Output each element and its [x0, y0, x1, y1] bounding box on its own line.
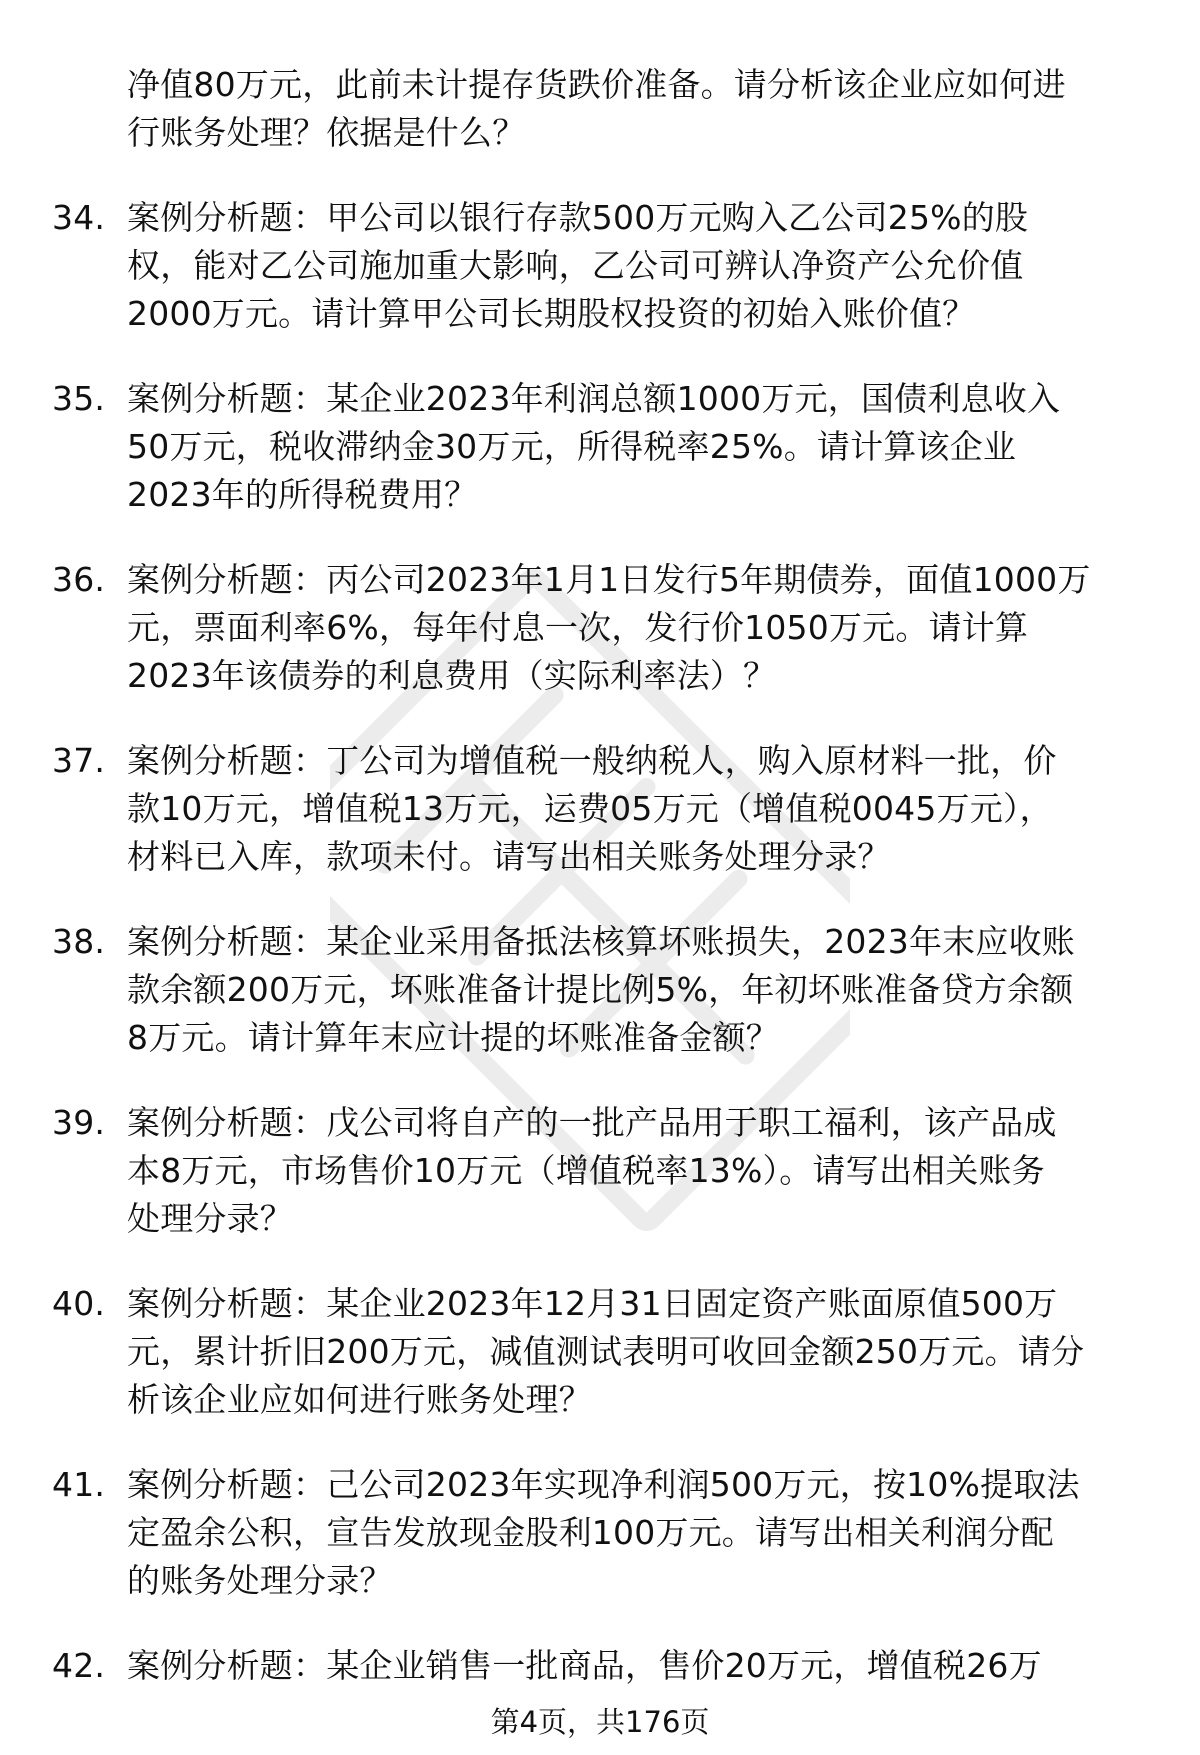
question-number: 34. [52, 198, 106, 237]
question-number: 38. [52, 922, 106, 961]
question-37 [52, 737, 1162, 881]
question-number: 37. [52, 741, 106, 780]
text-line: 案例分析题：甲公司以银行存款500万元购入乙公司25%的股 [127, 198, 1029, 237]
question-36 [52, 556, 1162, 700]
question-40 [52, 1280, 1162, 1424]
text-line: 款余额200万元，坏账准备计提比例5%，年初坏账准备贷方余额 [127, 970, 1074, 1009]
text-line: 本8万元，市场售价10万元（增值税率13%）。请写出相关账务 [127, 1151, 1045, 1190]
text-line: 案例分析题：丁公司为增值税一般纳税人，购入原材料一批，价 [127, 741, 1057, 780]
question-list [52, 61, 1162, 1690]
question-number: 35. [52, 379, 106, 418]
text-line: 款10万元，增值税13万元，运费05万元（增值税0045万元）， [127, 789, 1053, 828]
previous-question-continuation [127, 61, 1162, 157]
text-line: 案例分析题：己公司2023年实现净利润500万元，按10%提取法 [127, 1465, 1080, 1504]
question-38 [52, 918, 1162, 1062]
question-number: 39. [52, 1103, 106, 1142]
text-line: 2023年的所得税费用？ [127, 475, 478, 514]
question-number: 41. [52, 1465, 106, 1504]
question-34 [52, 194, 1162, 338]
question-number: 42. [52, 1646, 106, 1685]
question-number: 36. [52, 560, 106, 599]
text-line: 50万元，税收滞纳金30万元，所得税率25%。请计算该企业 [127, 427, 1017, 466]
question-41 [52, 1461, 1162, 1605]
text-line: 案例分析题：某企业销售一批商品，售价20万元，增值税26万 [127, 1646, 1042, 1685]
text-line: 净值80万元，此前未计提存货跌价准备。请分析该企业应如何进 [127, 65, 1066, 104]
text-line: 定盈余公积，宣告发放现金股利100万元。请写出相关利润分配 [127, 1513, 1054, 1552]
text-line: 元，累计折旧200万元，减值测试表明可收回金额250万元。请分 [127, 1332, 1085, 1371]
text-line: 案例分析题：某企业2023年12月31日固定资产账面原值500万 [127, 1284, 1058, 1323]
question-35 [52, 375, 1162, 519]
text-line: 权，能对乙公司施加重大影响，乙公司可辨认净资产公允价值 [127, 246, 1024, 285]
text-line: 材料已入库，款项未付。请写出相关账务处理分录？ [127, 837, 891, 876]
text-line: 案例分析题：某企业采用备抵法核算坏账损失，2023年末应收账 [127, 922, 1075, 961]
text-line: 案例分析题：戊公司将自产的一批产品用于职工福利，该产品成 [127, 1103, 1057, 1142]
question-number: 40. [52, 1284, 106, 1323]
text-line: 析该企业应如何进行账务处理？ [127, 1380, 592, 1419]
text-line: 2000万元。请计算甲公司长期股权投资的初始入账价值？ [127, 294, 976, 333]
text-line: 2023年该债券的利息费用（实际利率法）？ [127, 656, 777, 695]
text-line: 行账务处理？依据是什么？ [127, 113, 526, 152]
text-line: 元，票面利率6%，每年付息一次，发行价1050万元。请计算 [127, 608, 1029, 647]
text-line: 案例分析题：某企业2023年利润总额1000万元，国债利息收入 [127, 379, 1061, 418]
text-line: 8万元。请计算年末应计提的坏账准备金额？ [127, 1018, 779, 1057]
text-line: 案例分析题：丙公司2023年1月1日发行5年期债券，面值1000万 [127, 560, 1091, 599]
question-39 [52, 1099, 1162, 1243]
question-42 [52, 1642, 1162, 1690]
text-line: 处理分录？ [127, 1199, 293, 1238]
text-line: 的账务处理分录？ [127, 1561, 393, 1600]
page-footer: 第4页，共176页 [490, 1705, 710, 1739]
